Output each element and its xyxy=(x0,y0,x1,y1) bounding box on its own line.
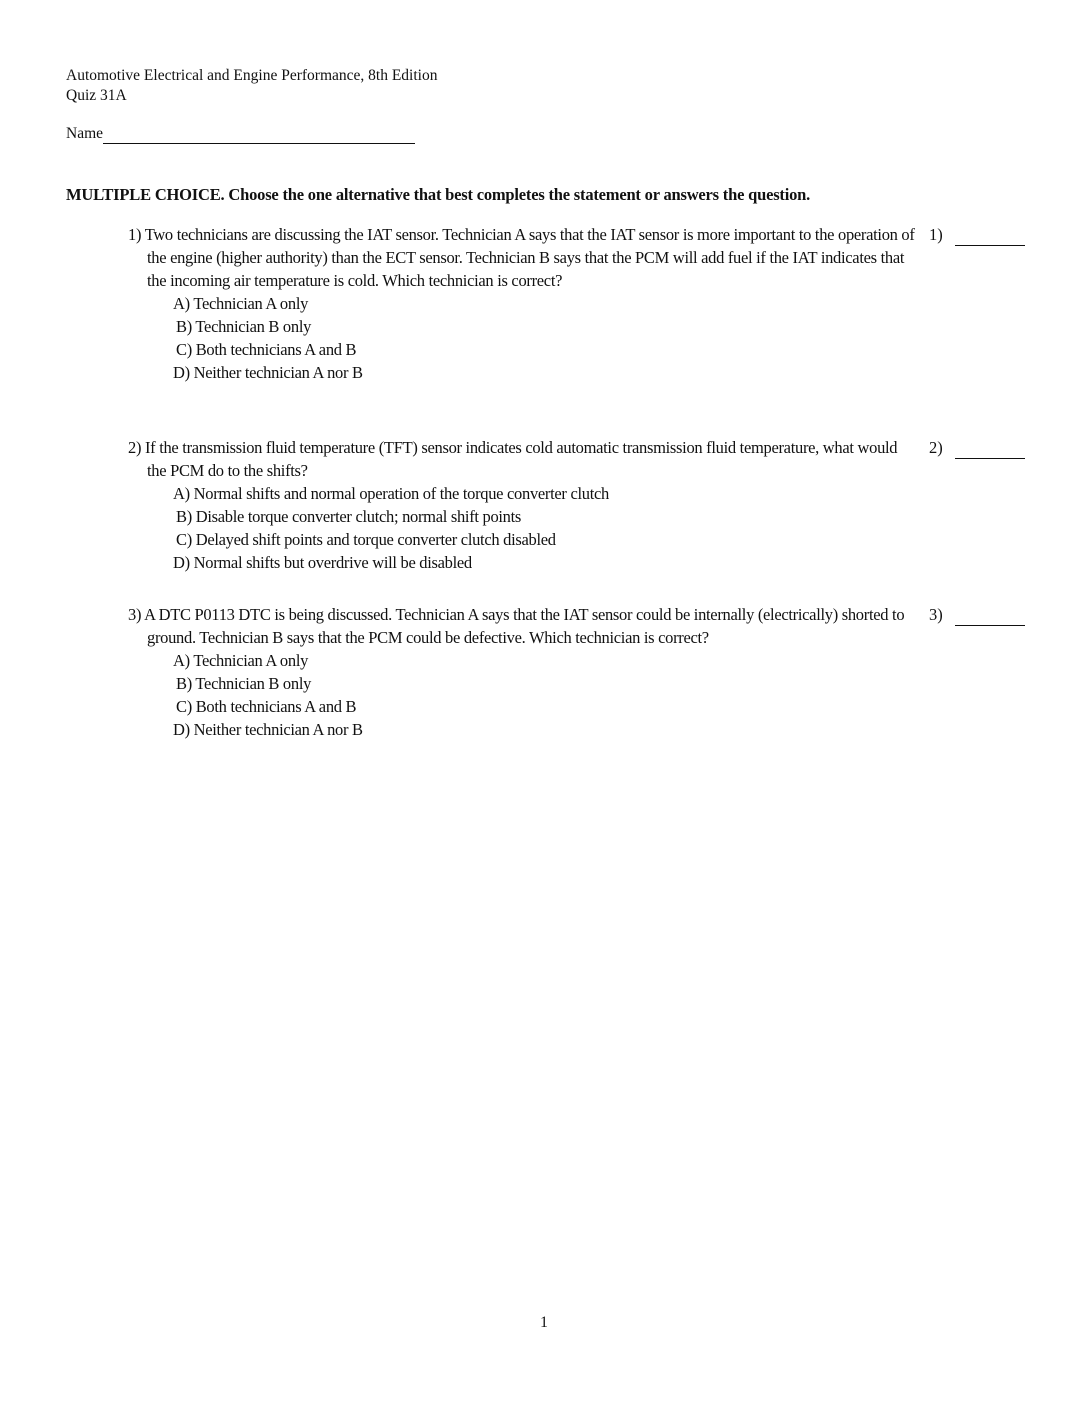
answer-slot-2 xyxy=(929,436,1025,459)
question-number: 3) xyxy=(128,605,142,624)
question-stem xyxy=(128,603,918,649)
name-field-row xyxy=(66,124,415,144)
choice-d: D) Neither technician A nor B xyxy=(173,720,363,739)
choice-list xyxy=(128,292,918,384)
choice-b: B) Technician B only xyxy=(176,674,312,693)
page-number: 1 xyxy=(540,1314,548,1331)
answer-label: 1) xyxy=(929,225,943,244)
question-number: 2) xyxy=(128,438,142,457)
answer-slot-3 xyxy=(929,603,1025,626)
quiz-title: Quiz 31A xyxy=(66,87,127,104)
answer-blank-line[interactable] xyxy=(955,613,1025,626)
question-3 xyxy=(128,603,918,741)
choice-a: A) Technician A only xyxy=(173,651,309,670)
choice-a: A) Technician A only xyxy=(173,294,309,313)
section-instructions: MULTIPLE CHOICE. Choose the one alternative that best completes the statement or answers the question. xyxy=(66,185,811,204)
answer-label: 2) xyxy=(929,438,943,457)
name-blank-line[interactable] xyxy=(103,124,415,144)
choice-c: C) Both technicians A and B xyxy=(176,340,357,359)
book-title: Automotive Electrical and Engine Performance, 8th Edition xyxy=(66,67,438,84)
choice-a: A) Normal shifts and normal operation of the torque converter clutch xyxy=(173,484,609,503)
choice-c: C) Both technicians A and B xyxy=(176,697,357,716)
question-stem xyxy=(128,436,918,482)
question-stem xyxy=(128,223,918,292)
choice-c: C) Delayed shift points and torque converter clutch disabled xyxy=(176,530,556,549)
answer-slot-1 xyxy=(929,223,1025,246)
question-text: A DTC P0113 DTC is being discussed. Technician A says that the IAT sensor could be internally (electrically) shorted to ground. Technician B says that the PCM could be defective. Which technician is correct? xyxy=(144,605,905,647)
question-2 xyxy=(128,436,918,574)
question-1 xyxy=(128,223,918,384)
question-number: 1) xyxy=(128,225,142,244)
choice-b: B) Technician B only xyxy=(176,317,312,336)
document-header xyxy=(66,66,437,106)
question-text: Two technicians are discussing the IAT sensor. Technician A says that the IAT sensor is more important to the operation of the engine (higher authority) than the ECT sensor. Technician B says that the PCM will add fuel if the IAT indicates that the incoming air temperature is cold. Which technician is correct? xyxy=(144,225,915,290)
answer-label: 3) xyxy=(929,605,943,624)
choice-list xyxy=(128,649,918,741)
answer-blank-line[interactable] xyxy=(955,233,1025,246)
choice-d: D) Normal shifts but overdrive will be disabled xyxy=(173,553,472,572)
choice-list xyxy=(128,482,918,574)
answer-blank-line[interactable] xyxy=(955,446,1025,459)
choice-d: D) Neither technician A nor B xyxy=(173,363,363,382)
question-text: If the transmission fluid temperature (TFT) sensor indicates cold automatic transmission fluid temperature, what would the PCM do to the shifts? xyxy=(144,438,898,480)
name-label: Name xyxy=(66,125,104,142)
choice-b: B) Disable torque converter clutch; normal shift points xyxy=(176,507,522,526)
